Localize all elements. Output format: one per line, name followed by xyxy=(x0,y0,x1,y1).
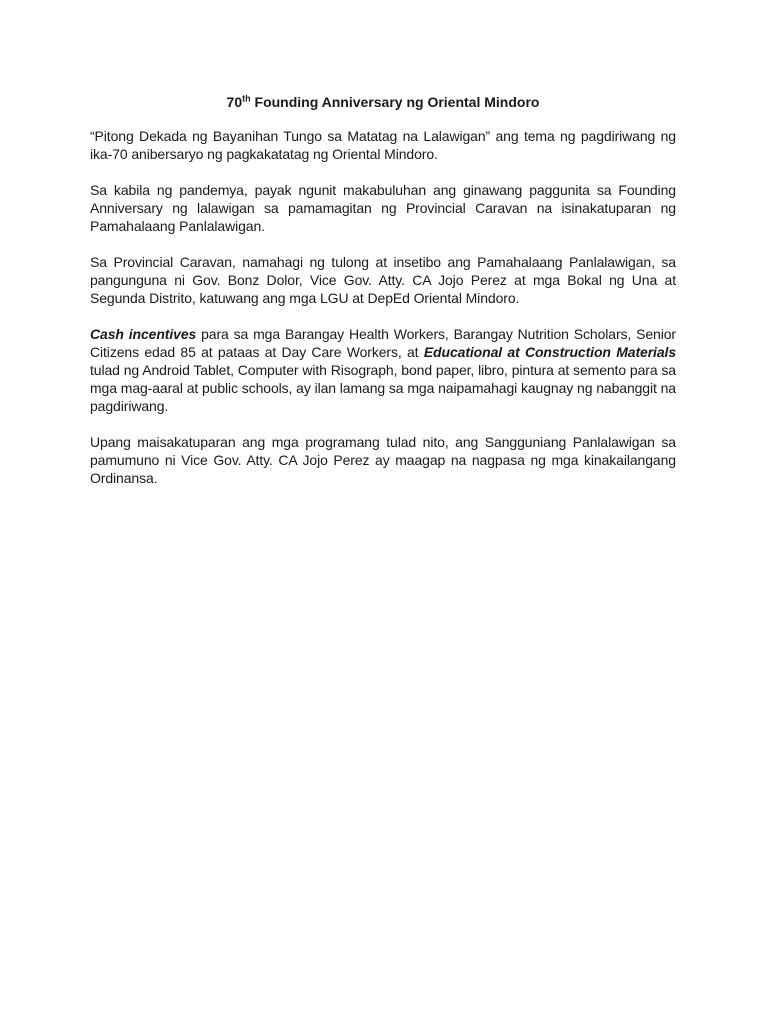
paragraph-incentives xyxy=(90,325,676,415)
paragraph-theme: “Pitong Dekada ng Bayanihan Tungo sa Matatag na Lalawigan” ang tema ng pagdiriwang ng ika-70 anibersaryo ng pagkakatatag ng Oriental Mindoro. xyxy=(90,128,676,162)
emphasis-educational-materials: Educational at Construction Materials xyxy=(423,344,677,360)
emphasis-cash-incentives: Cash incentives xyxy=(90,326,197,342)
document-title xyxy=(90,92,676,112)
title-text: Founding Anniversary ng Oriental Mindoro xyxy=(250,94,540,110)
incentives-text-2: tulad ng Android Tablet, Computer with Risograph, bond paper, libro, pintura at semento para sa mga mag-aaral at public schools, ay ilan lamang sa mga naipamahagi kaugnay ng nabanggit na pagdiriwang. xyxy=(90,362,676,414)
incentives-text-1: para sa mga Barangay Health Workers, Barangay Nutrition Scholars, Senior Citizens edad 85 at pataas at Day Care Workers, at xyxy=(90,326,676,360)
document-body xyxy=(90,92,676,505)
paragraph-ordinance: Upang maisakatuparan ang mga programang tulad nito, ang Sangguniang Panlalawigan sa pamumuno ni Vice Gov. Atty. CA Jojo Perez ay maagap na nagpasa ng mga kinakailangang Ordinansa. xyxy=(90,434,676,486)
paragraph-pandemic: Sa kabila ng pandemya, payak ngunit makabuluhan ang ginawang paggunita sa Founding Anniversary ng lalawigan sa pamamagitan ng Provincial Caravan na isinakatuparan ng Pamahalaang Panlalawigan. xyxy=(90,182,676,234)
title-superscript: th xyxy=(242,93,251,104)
title-number: 70 xyxy=(226,94,243,110)
paragraph-caravan: Sa Provincial Caravan, namahagi ng tulong at insetibo ang Pamahalaang Panlalawigan, sa pangunguna ni Gov. Bonz Dolor, Vice Gov. Atty. CA Jojo Perez at mga Bokal ng Una at Segunda Distrito, katuwang ang mga LGU at DepEd Oriental Mindoro. xyxy=(90,254,676,306)
